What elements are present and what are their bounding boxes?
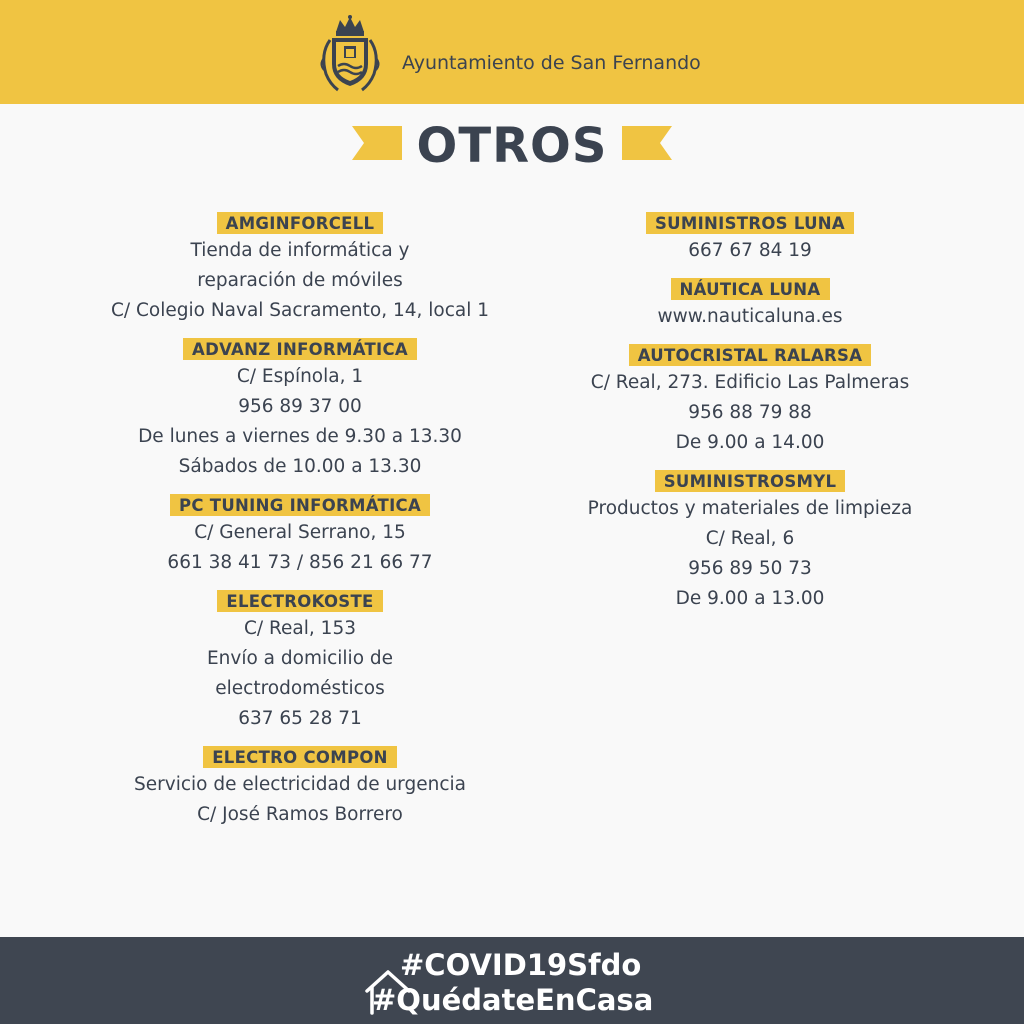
- business-website: www.nauticaluna.es: [657, 306, 843, 327]
- list-item: [80, 338, 520, 482]
- business-phone: 956 89 50 73: [688, 558, 812, 579]
- business-phone: 637 65 28 71: [238, 708, 362, 729]
- ribbon-left-icon: [352, 126, 402, 160]
- business-phone: 667 67 84 19: [688, 240, 812, 261]
- list-item: [540, 344, 960, 458]
- list-item: [80, 590, 520, 734]
- list-item: [80, 494, 520, 578]
- business-name: SUMINISTROSMYL: [655, 470, 846, 492]
- list-item: [540, 278, 960, 332]
- ribbon-right-icon: [622, 126, 672, 160]
- business-detail: Productos y materiales de limpieza: [587, 498, 913, 519]
- business-detail: electrodomésticos: [215, 678, 385, 699]
- business-phone: 956 89 37 00: [238, 396, 362, 417]
- business-address: C/ Real, 273. Edificio Las Palmeras: [590, 372, 910, 393]
- list-item: [80, 746, 520, 830]
- list-item: [80, 212, 520, 326]
- business-name: AUTOCRISTAL RALARSA: [629, 344, 872, 366]
- business-name: ELECTRO COMPON: [203, 746, 397, 768]
- list-item: [540, 212, 960, 266]
- business-hours: De 9.00 a 14.00: [675, 432, 825, 453]
- business-address: C/ Espínola, 1: [236, 366, 364, 387]
- business-detail: Servicio de electricidad de urgencia: [134, 774, 466, 795]
- coat-of-arms-icon: [318, 14, 382, 94]
- title-banner: [0, 116, 1024, 176]
- hashtag-covid: #COVID19Sfdo: [400, 948, 642, 982]
- business-address: C/ Colegio Naval Sacramento, 14, local 1: [110, 300, 490, 321]
- header-bar: [0, 0, 1024, 104]
- business-detail: reparación de móviles: [197, 270, 403, 291]
- left-column: [80, 212, 520, 842]
- right-column: [540, 212, 960, 626]
- business-hours: Sábados de 10.00 a 13.30: [178, 456, 422, 477]
- business-name: SUMINISTROS LUNA: [646, 212, 854, 234]
- organization-name: Ayuntamiento de San Fernando: [402, 52, 701, 74]
- page-title: OTROS: [416, 118, 608, 174]
- business-name: ELECTROKOSTE: [217, 590, 382, 612]
- business-address: C/ José Ramos Borrero: [197, 804, 403, 825]
- business-name: NÁUTICA LUNA: [671, 278, 830, 300]
- hashtag-stay-home: #QuédateEnCasa: [372, 983, 654, 1017]
- business-detail: Tienda de informática y: [190, 240, 410, 261]
- business-hours: De lunes a viernes de 9.30 a 13.30: [138, 426, 462, 447]
- list-item: [540, 470, 960, 614]
- business-phone: 956 88 79 88: [688, 402, 812, 423]
- business-address: C/ Real, 6: [705, 528, 795, 549]
- business-address: C/ Real, 153: [244, 618, 356, 639]
- business-address: C/ General Serrano, 15: [194, 522, 406, 543]
- business-detail: Envío a domicilio de: [206, 648, 394, 669]
- business-phone: 661 38 41 73 / 856 21 66 77: [167, 552, 433, 573]
- business-name: AMGINFORCELL: [217, 212, 384, 234]
- business-name: ADVANZ INFORMÁTICA: [183, 338, 417, 360]
- business-hours: De 9.00 a 13.00: [675, 588, 825, 609]
- business-name: PC TUNING INFORMÁTICA: [170, 494, 430, 516]
